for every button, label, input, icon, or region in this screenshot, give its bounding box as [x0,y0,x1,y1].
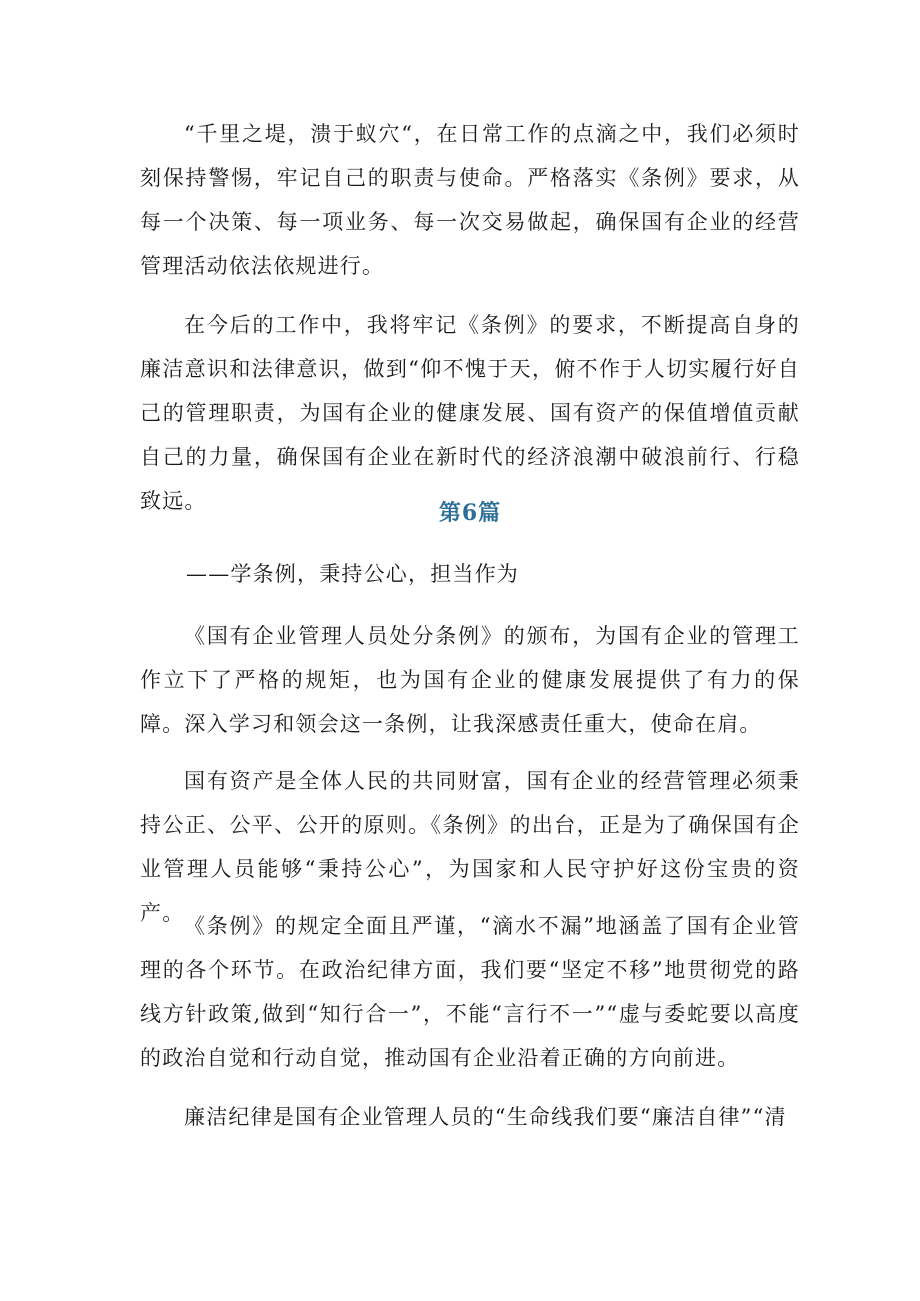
section-subtitle: ——学条例，秉持公心，担当作为 [186,562,519,586]
paragraph-2: 在今后的工作中，我将牢记《条例》的要求，不断提高自身的廉洁意识和法律意识，做到“仰不愧于天，俯不作于人切实履行好自己的管理职责，为国有企业的健康发展、国有资产的保值增值贡献自己的力量，确保国有企业在新时代的经济浪潮中破浪前行、行稳致远。 [140,313,800,513]
paragraph-6: 廉洁纪律是国有企业管理人员的“生命线我们要“廉洁自律”“清 [184,1105,787,1129]
paragraph-4: 国有资产是全体人民的共同财富，国有企业的经营管理必须秉持公正、公平、公开的原则。《条例》的出台，正是为了确保国有企业管理人员能够“秉持公心”，为国家和人民守护好这份宝贵的资产。 [140,769,800,925]
section-heading: 第6篇 [438,500,502,526]
paragraph-5: 《条例》的规定全面且严谨，“滴水不漏”地涵盖了国有企业管理的各个环节。在政治纪律方面，我们要“坚定不移”地贯彻党的路线方针政策,做到“知行合一”，不能“言行不一”“虚与委蛇要以高度的政治自觉和行动自觉，推动国有企业沿着正确的方向前进。 [140,914,800,1070]
paragraph-1: “千里之堤，溃于蚁穴“，在日常工作的点滴之中，我们必须时刻保持警惕，牢记自己的职责与使命。严格落实《条例》要求，从每一个决策、每一项业务、每一次交易做起，确保国有企业的经营管理活动依法依规进行。 [140,122,800,278]
paragraph-3: 《国有企业管理人员处分条例》的颁布，为国有企业的管理工作立下了严格的规矩，也为国有企业的健康发展提供了有力的保障。深入学习和领会这一条例，让我深感责任重大，使命在肩。 [140,624,800,736]
